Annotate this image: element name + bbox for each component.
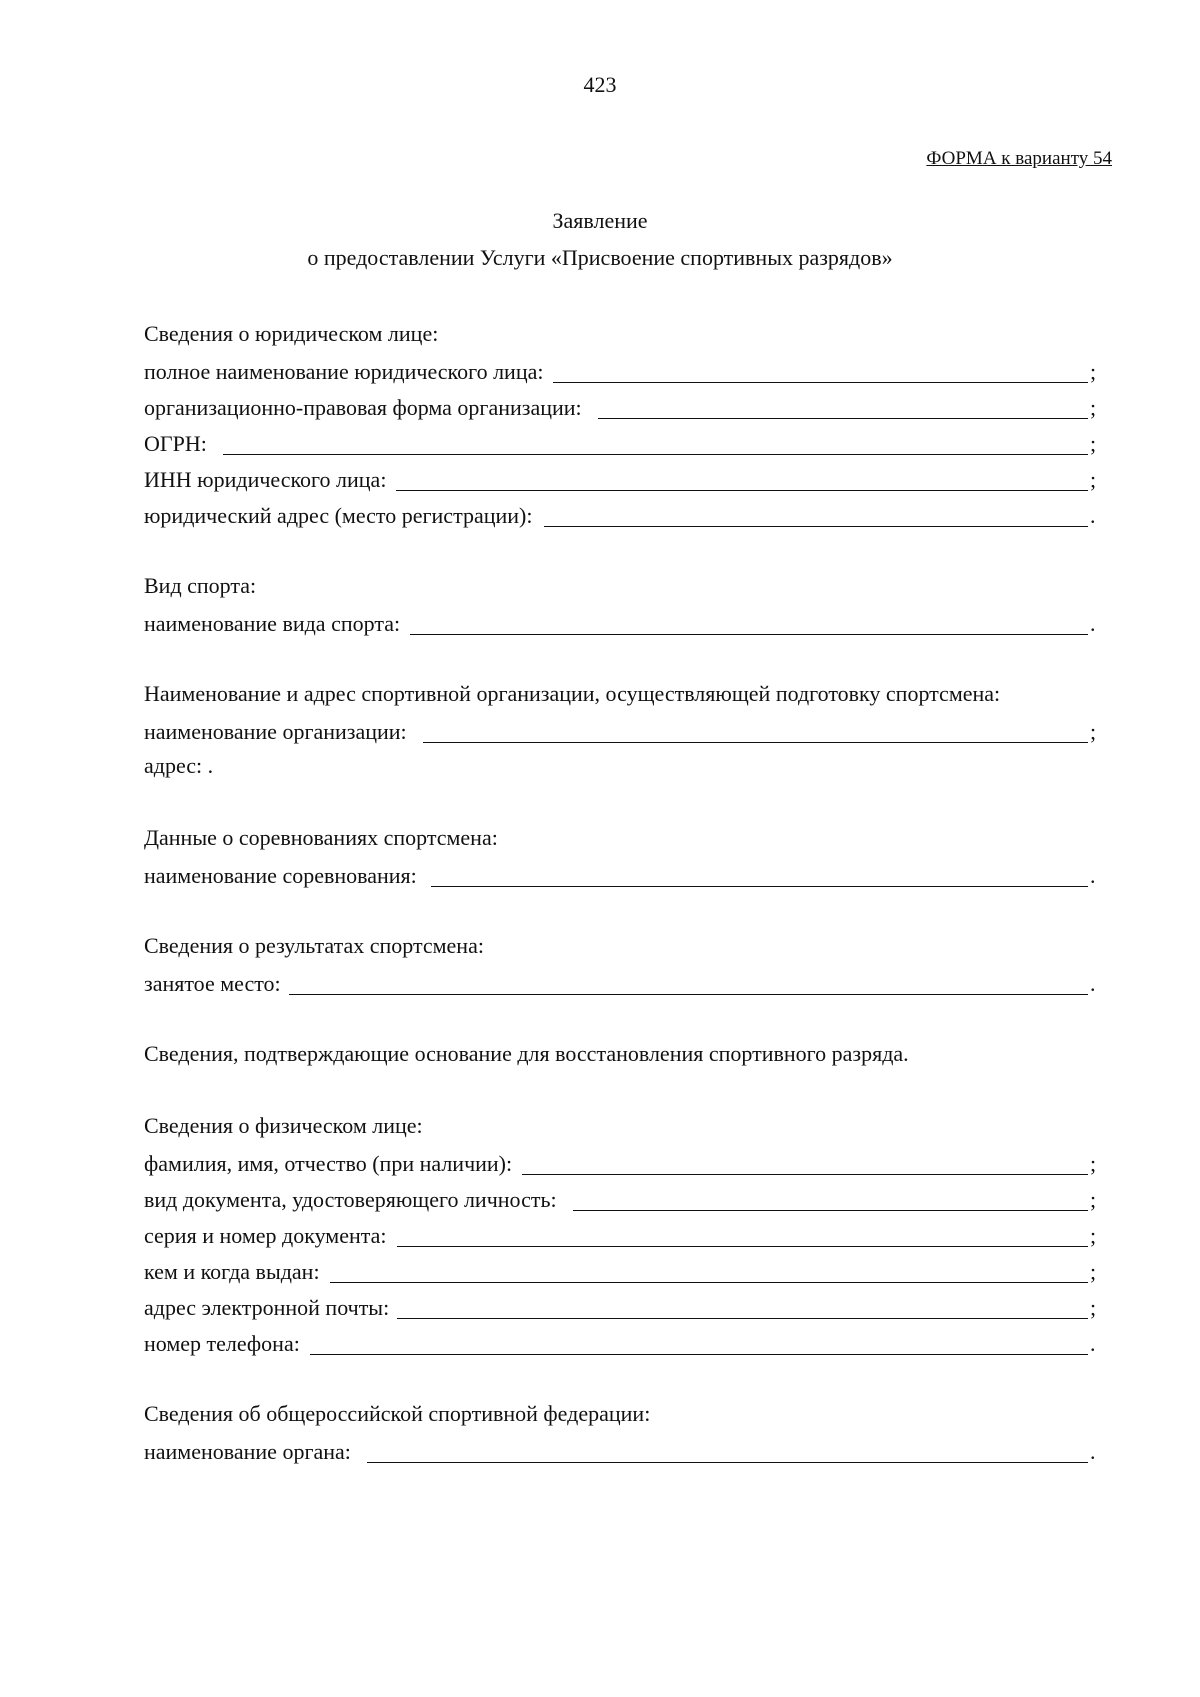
- field-label: серия и номер документа:: [144, 1223, 387, 1248]
- field-terminator: .: [1090, 611, 1096, 636]
- field-label: ОГРН:: [144, 431, 207, 456]
- legal-entity-form-row: [144, 392, 1100, 422]
- inn-field[interactable]: [396, 468, 1088, 491]
- legal-address-field[interactable]: [544, 504, 1088, 527]
- id-document-type-row: [144, 1184, 1100, 1214]
- legal-entity-fullname-field[interactable]: [553, 360, 1088, 383]
- legal-entity-heading: Сведения о юридическом лице:: [144, 321, 439, 346]
- field-label: наименование органа:: [144, 1439, 351, 1464]
- place-field[interactable]: [289, 972, 1088, 995]
- individual-heading: Сведения о физическом лице:: [144, 1113, 423, 1138]
- competition-name-field[interactable]: [431, 864, 1088, 887]
- document-number-row: [144, 1220, 1100, 1250]
- field-label: вид документа, удостоверяющего личность:: [144, 1187, 557, 1212]
- legal-entity-fullname-row: [144, 356, 1100, 386]
- field-terminator: ;: [1090, 359, 1097, 384]
- sport-heading: Вид спорта:: [144, 573, 257, 598]
- id-document-type-field[interactable]: [573, 1188, 1088, 1211]
- place-row: [144, 968, 1100, 998]
- legal-entity-form-field[interactable]: [598, 396, 1088, 419]
- sport-name-field[interactable]: [410, 612, 1088, 635]
- organization-heading: Наименование и адрес спортивной организации, осуществляющей подготовку спортсмена:: [144, 681, 1001, 706]
- field-label: организационно-правовая форма организации:: [144, 395, 582, 420]
- field-label: адрес электронной почты:: [144, 1295, 390, 1320]
- field-label: занятое место:: [144, 971, 281, 996]
- issued-by-row: [144, 1256, 1100, 1286]
- federation-heading: Сведения об общероссийской спортивной федерации:: [144, 1401, 651, 1426]
- field-label: ИНН юридического лица:: [144, 467, 387, 492]
- field-terminator: ;: [1090, 1187, 1097, 1212]
- field-terminator: .: [1090, 1439, 1096, 1464]
- sport-name-row: [144, 608, 1100, 638]
- field-terminator: ;: [1090, 1295, 1097, 1320]
- document-subtitle: о предоставлении Услуги «Присвоение спортивных разрядов»: [307, 245, 893, 270]
- field-label: наименование вида спорта:: [144, 611, 401, 636]
- field-label: фамилия, имя, отчество (при наличии):: [144, 1151, 513, 1176]
- field-terminator: ;: [1090, 1223, 1097, 1248]
- field-label: номер телефона:: [144, 1331, 300, 1356]
- field-label: наименование организации:: [144, 719, 407, 744]
- body-name-field[interactable]: [367, 1440, 1088, 1463]
- legal-address-row: [144, 500, 1100, 530]
- field-label: юридический адрес (место регистрации):: [144, 503, 533, 528]
- phone-field[interactable]: [310, 1332, 1088, 1355]
- field-terminator: .: [1090, 971, 1096, 996]
- page-number: 423: [583, 72, 617, 97]
- document-number-field[interactable]: [397, 1224, 1088, 1247]
- field-terminator: ;: [1090, 1151, 1097, 1176]
- field-terminator: ;: [1090, 395, 1097, 420]
- organization-address-line: адрес: .: [144, 753, 214, 778]
- field-terminator: ;: [1090, 431, 1097, 456]
- field-label: наименование соревнования:: [144, 863, 417, 888]
- field-terminator: ;: [1090, 1259, 1097, 1284]
- organization-name-row: [144, 716, 1100, 746]
- field-terminator: .: [1090, 1331, 1096, 1356]
- full-name-row: [144, 1148, 1100, 1178]
- field-label: полное наименование юридического лица:: [144, 359, 544, 384]
- email-field[interactable]: [397, 1296, 1088, 1319]
- inn-row: [144, 464, 1100, 494]
- field-terminator: .: [1090, 503, 1096, 528]
- document-title: Заявление: [552, 208, 648, 233]
- form-reference: ФОРМА к варианту 54: [926, 148, 1112, 169]
- field-label: кем и когда выдан:: [144, 1259, 320, 1284]
- ogrn-field[interactable]: [223, 432, 1088, 455]
- organization-name-field[interactable]: [423, 720, 1088, 743]
- competition-name-row: [144, 860, 1100, 890]
- field-terminator: ;: [1090, 467, 1097, 492]
- field-terminator: .: [1090, 863, 1096, 888]
- field-terminator: ;: [1090, 719, 1097, 744]
- restoration-text: Сведения, подтверждающие основание для восстановления спортивного разряда.: [144, 1041, 909, 1066]
- full-name-field[interactable]: [522, 1152, 1088, 1175]
- phone-row: [144, 1328, 1100, 1358]
- competitions-heading: Данные о соревнованиях спортсмена:: [144, 825, 498, 850]
- results-heading: Сведения о результатах спортсмена:: [144, 933, 484, 958]
- email-row: [144, 1292, 1100, 1322]
- issued-by-field[interactable]: [330, 1260, 1088, 1283]
- body-name-row: [144, 1436, 1100, 1466]
- ogrn-row: [144, 428, 1100, 458]
